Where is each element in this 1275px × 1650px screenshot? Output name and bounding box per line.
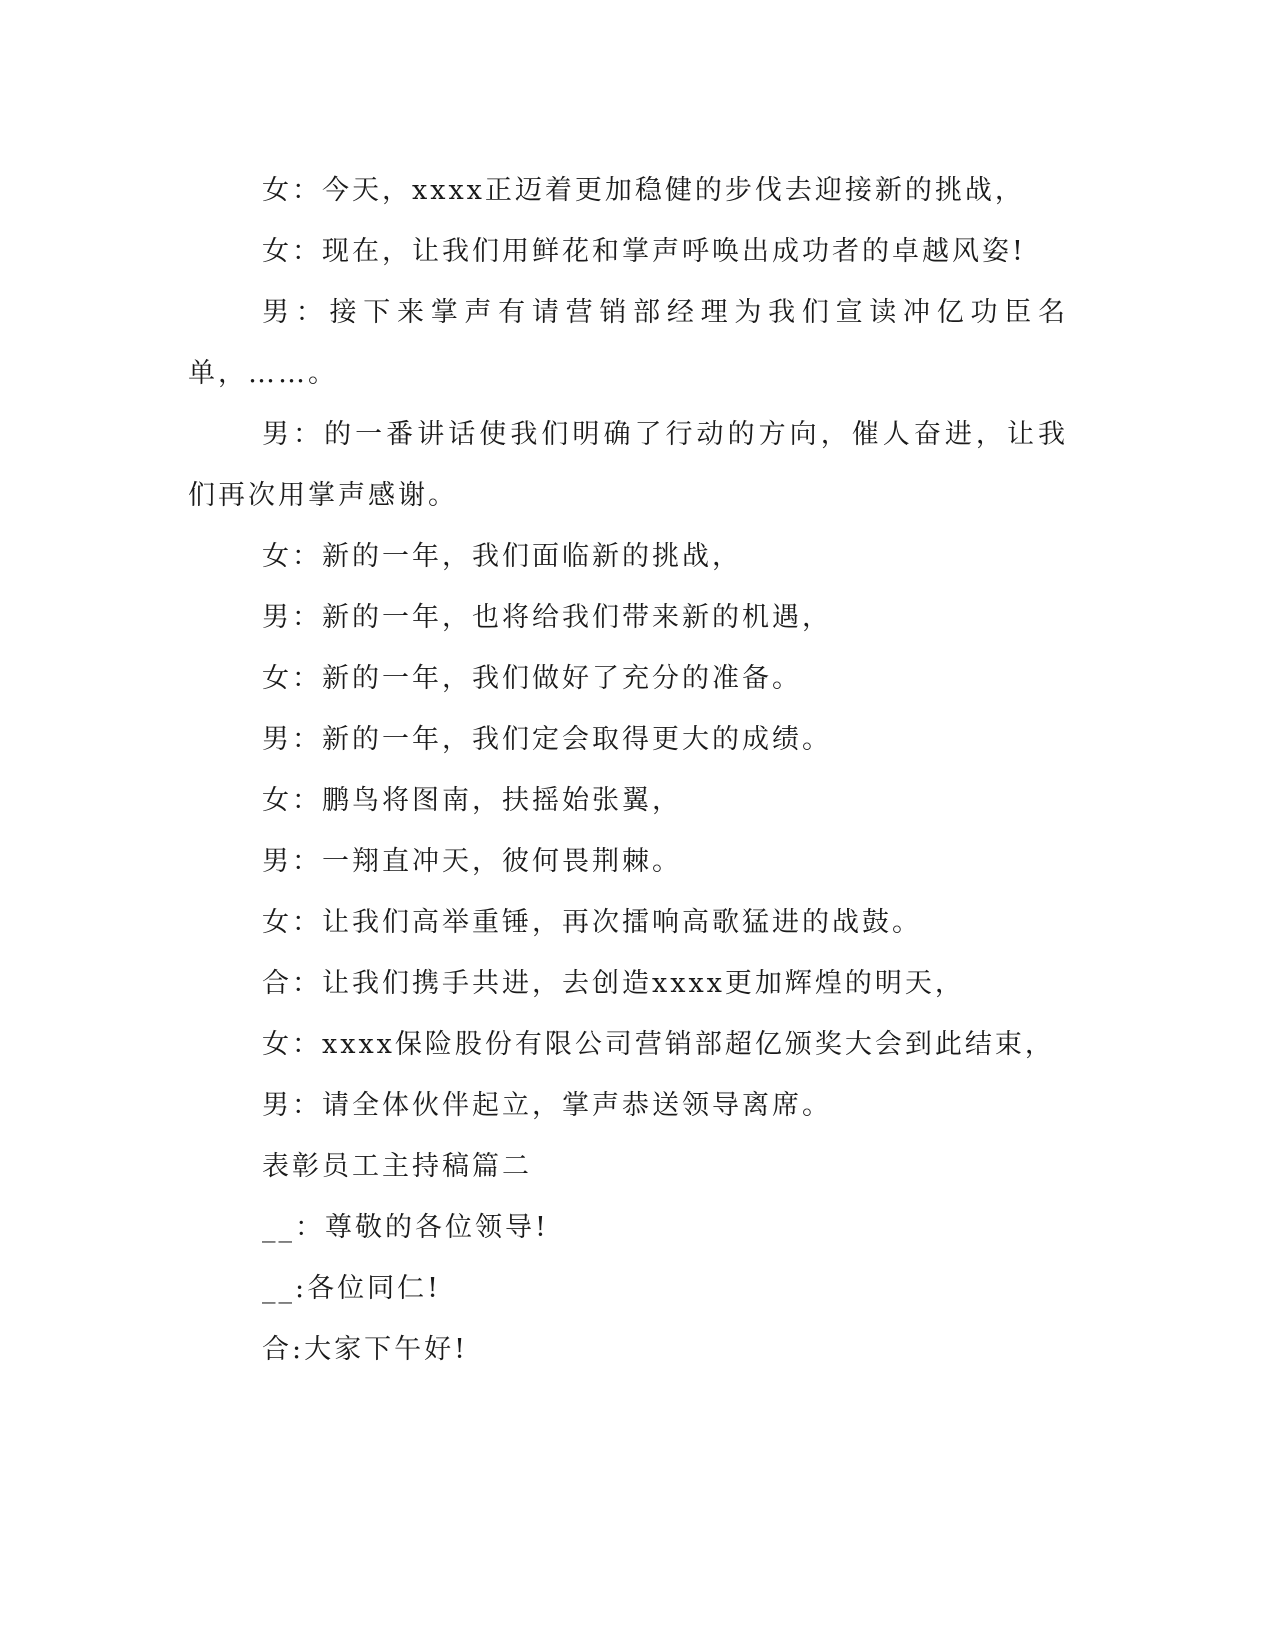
paragraph: 女：xxxx保险股份有限公司营销部超亿颁奖大会到此结束， xyxy=(262,1029,1055,1060)
paragraph: 合:大家下午好! xyxy=(262,1334,468,1365)
paragraph: __:各位同仁! xyxy=(262,1273,441,1304)
paragraph: 女：今天，xxxx正迈着更加稳健的步伐去迎接新的挑战， xyxy=(262,175,1025,206)
paragraph: 男：新的一年，也将给我们带来新的机遇， xyxy=(262,602,832,633)
paragraph: 男：的一番讲话使我们明确了行动的方向，催人奋进，让我们再次用掌声感谢。 xyxy=(188,419,1068,511)
paragraph: 合：让我们携手共进，去创造xxxx更加辉煌的明天， xyxy=(262,968,965,999)
paragraph: 男：请全体伙伴起立，掌声恭送领导离席。 xyxy=(262,1090,832,1121)
paragraph: 女：新的一年，我们做好了充分的准备。 xyxy=(262,663,802,694)
paragraph: 男：一翔直冲天，彼何畏荆棘。 xyxy=(262,846,682,877)
paragraph: 女：新的一年，我们面临新的挑战， xyxy=(262,541,742,572)
paragraph: 女：让我们高举重锤，再次擂响高歌猛进的战鼓。 xyxy=(262,907,922,938)
section-heading: 表彰员工主持稿篇二 xyxy=(262,1151,532,1182)
paragraph: __：尊敬的各位领导! xyxy=(262,1212,549,1243)
document-body xyxy=(188,160,1068,1380)
paragraph: 女：鹏鸟将图南，扶摇始张翼， xyxy=(262,785,682,816)
paragraph: 男：接下来掌声有请营销部经理为我们宣读冲亿功臣名单，……。 xyxy=(188,297,1068,389)
paragraph: 男：新的一年，我们定会取得更大的成绩。 xyxy=(262,724,832,755)
paragraph: 女：现在，让我们用鲜花和掌声呼唤出成功者的卓越风姿! xyxy=(262,236,1026,267)
